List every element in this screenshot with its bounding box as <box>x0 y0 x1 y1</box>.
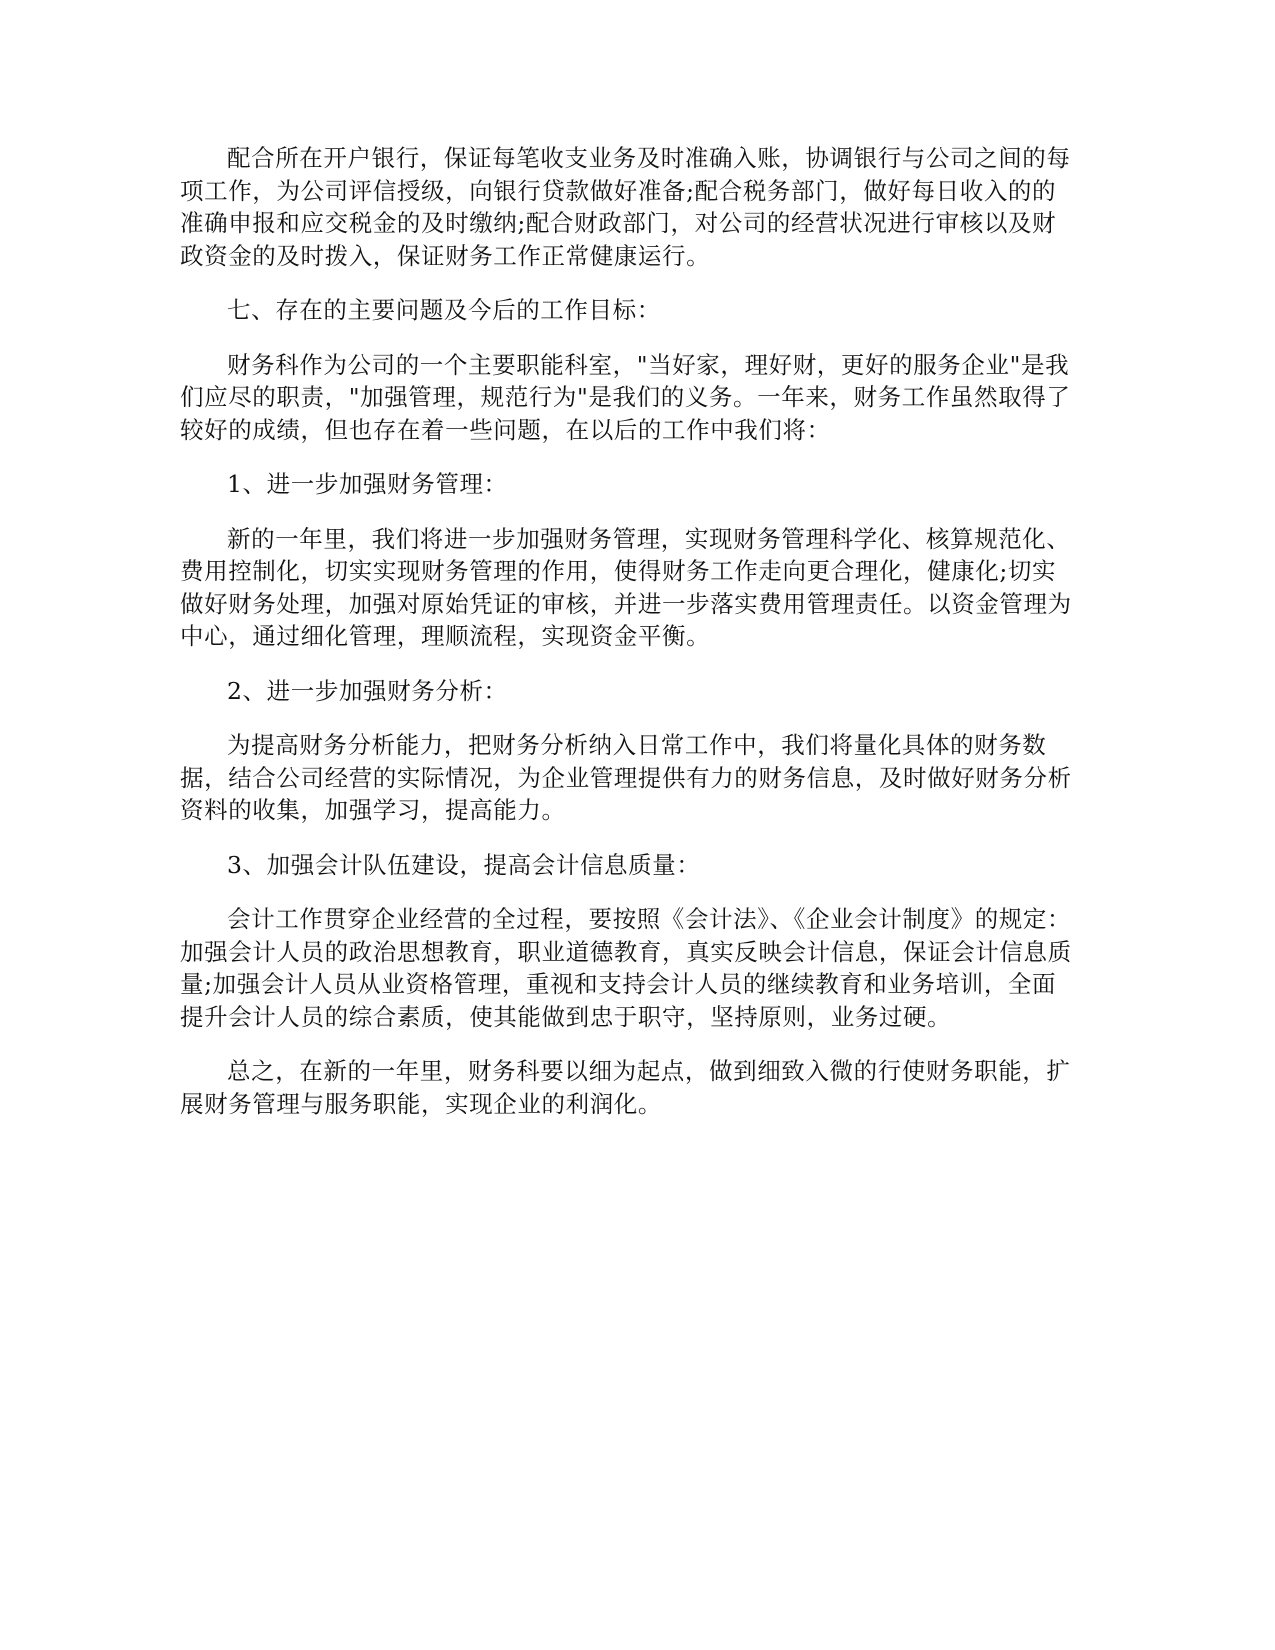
subheading-financial-analysis: 2、进一步加强财务分析： <box>227 676 508 705</box>
paragraph-accounting-team: 会计工作贯穿企业经营的全过程，要按照《会计法》、《企业会计制度》的规定：加强会计人员的政治思想教育，职业道德教育，真实反映会计信息，保证会计信息质量;加强会计人员从业资格管理，重视和支持会计人员的继续教育和业务培训，全面提升会计人员的综合素质，使其能做到忠于职守，坚持原则，业务过硬。 <box>180 905 1072 1031</box>
document-page <box>180 142 1080 1142</box>
paragraph-conclusion: 总之，在新的一年里，财务科要以细为起点，做到细致入微的行使财务职能，扩展财务管理与服务职能，实现企业的利润化。 <box>180 1057 1071 1118</box>
section-heading-problems-goals: 七、存在的主要问题及今后的工作目标： <box>227 296 661 324</box>
paragraph-financial-management: 新的一年里，我们将进一步加强财务管理，实现财务管理科学化、核算规范化、费用控制化，切实实现财务管理的作用，使得财务工作走向更合理化，健康化;切实做好财务处理，加强对原始凭证的审核，并进一步落实费用管理责任。以资金管理为中心，通过细化管理，理顺流程，实现资金平衡。 <box>180 524 1072 650</box>
subheading-financial-management: 1、进一步加强财务管理： <box>227 470 508 498</box>
paragraph-department-duty: 财务科作为公司的一个主要职能科室，"当好家，理好财，更好的服务企业"是我们应尽的职责，"加强管理，规范行为"是我们的义务。一年来，财务工作虽然取得了较好的成绩，但也存在着一些问题，在以后的工作中我们将： <box>180 350 1071 444</box>
paragraph-financial-analysis: 为提高财务分析能力，把财务分析纳入日常工作中，我们将量化具体的财务数据，结合公司经营的实际情况，为企业管理提供有力的财务信息，及时做好财务分析资料的收集，加强学习，提高能力。 <box>180 731 1072 824</box>
paragraph-cooperation: 配合所在开户银行，保证每笔收支业务及时准确入账，协调银行与公司之间的每项工作，为公司评信授级，向银行贷款做好准备;配合税务部门，做好每日收入的的准确申报和应交税金的及时缴纳;配合财政部门，对公司的经营状况进行审核以及财政资金的及时拨入，保证财务工作正常健康运行。 <box>180 144 1071 270</box>
subheading-accounting-team: 3、加强会计队伍建设，提高会计信息质量： <box>227 850 701 879</box>
